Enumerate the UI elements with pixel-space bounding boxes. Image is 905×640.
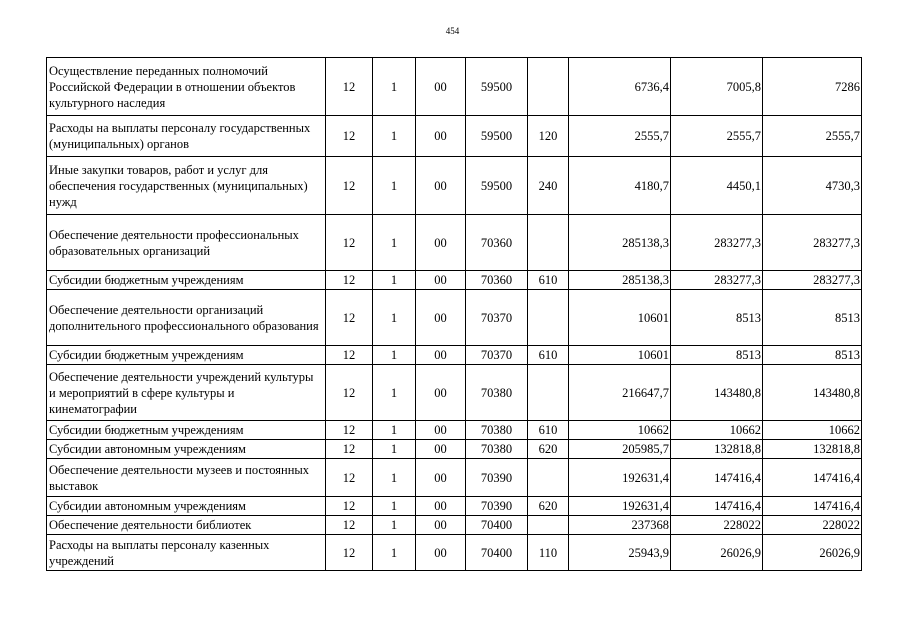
- grbs-cell: 12: [326, 365, 373, 421]
- row-name-cell: Расходы на выплаты персоналу государственных (муниципальных) органов: [47, 116, 326, 157]
- table-row: [47, 497, 862, 516]
- subsection-cell: 00: [416, 440, 466, 459]
- amount-year2-cell: 7005,8: [671, 58, 763, 116]
- section-cell: 1: [373, 516, 416, 535]
- section-cell: 1: [373, 215, 416, 271]
- section-cell: 1: [373, 116, 416, 157]
- table-row: [47, 346, 862, 365]
- amount-year3-cell: 7286: [763, 58, 862, 116]
- subsection-cell: 00: [416, 421, 466, 440]
- row-name-cell: Обеспечение деятельности библиотек: [47, 516, 326, 535]
- amount-year3-cell: 132818,8: [763, 440, 862, 459]
- subsection-cell: 00: [416, 290, 466, 346]
- expense-type-cell: 110: [528, 535, 569, 571]
- subsection-cell: 00: [416, 459, 466, 497]
- expense-type-cell: [528, 215, 569, 271]
- target-article-cell: 70360: [466, 271, 528, 290]
- grbs-cell: 12: [326, 459, 373, 497]
- amount-year1-cell: 2555,7: [569, 116, 671, 157]
- expense-type-cell: 620: [528, 497, 569, 516]
- row-name-cell: Обеспечение деятельности учреждений культуры и мероприятий в сфере культуры и кинематографии: [47, 365, 326, 421]
- amount-year3-cell: 228022: [763, 516, 862, 535]
- amount-year1-cell: 192631,4: [569, 497, 671, 516]
- grbs-cell: 12: [326, 421, 373, 440]
- grbs-cell: 12: [326, 440, 373, 459]
- target-article-cell: 70380: [466, 365, 528, 421]
- amount-year1-cell: 192631,4: [569, 459, 671, 497]
- subsection-cell: 00: [416, 497, 466, 516]
- page-number: 454: [445, 26, 460, 36]
- section-cell: 1: [373, 58, 416, 116]
- target-article-cell: 70400: [466, 535, 528, 571]
- expense-type-cell: 610: [528, 421, 569, 440]
- subsection-cell: 00: [416, 271, 466, 290]
- amount-year3-cell: 143480,8: [763, 365, 862, 421]
- target-article-cell: 70380: [466, 421, 528, 440]
- amount-year1-cell: 237368: [569, 516, 671, 535]
- subsection-cell: 00: [416, 116, 466, 157]
- expense-type-cell: 620: [528, 440, 569, 459]
- amount-year2-cell: 143480,8: [671, 365, 763, 421]
- amount-year1-cell: 6736,4: [569, 58, 671, 116]
- amount-year3-cell: 283277,3: [763, 215, 862, 271]
- amount-year1-cell: 205985,7: [569, 440, 671, 459]
- amount-year2-cell: 132818,8: [671, 440, 763, 459]
- target-article-cell: 59500: [466, 58, 528, 116]
- subsection-cell: 00: [416, 215, 466, 271]
- section-cell: 1: [373, 497, 416, 516]
- row-name-cell: Расходы на выплаты персоналу казенных учреждений: [47, 535, 326, 571]
- amount-year2-cell: 283277,3: [671, 215, 763, 271]
- table-row: [47, 516, 862, 535]
- amount-year1-cell: 285138,3: [569, 271, 671, 290]
- grbs-cell: 12: [326, 215, 373, 271]
- table-row: [47, 440, 862, 459]
- section-cell: 1: [373, 157, 416, 215]
- budget-table-body: [47, 58, 862, 571]
- amount-year2-cell: 283277,3: [671, 271, 763, 290]
- table-row: [47, 459, 862, 497]
- grbs-cell: 12: [326, 346, 373, 365]
- expense-type-cell: [528, 58, 569, 116]
- subsection-cell: 00: [416, 346, 466, 365]
- table-row: [47, 365, 862, 421]
- grbs-cell: 12: [326, 157, 373, 215]
- subsection-cell: 00: [416, 535, 466, 571]
- amount-year3-cell: 147416,4: [763, 459, 862, 497]
- table-row: [47, 535, 862, 571]
- grbs-cell: 12: [326, 58, 373, 116]
- amount-year3-cell: 2555,7: [763, 116, 862, 157]
- grbs-cell: 12: [326, 535, 373, 571]
- row-name-cell: Обеспечение деятельности организаций дополнительного профессионального образования: [47, 290, 326, 346]
- amount-year3-cell: 8513: [763, 346, 862, 365]
- amount-year1-cell: 10601: [569, 346, 671, 365]
- amount-year2-cell: 147416,4: [671, 459, 763, 497]
- target-article-cell: 70370: [466, 346, 528, 365]
- row-name-cell: Субсидии автономным учреждениям: [47, 440, 326, 459]
- table-row: [47, 157, 862, 215]
- table-row: [47, 290, 862, 346]
- target-article-cell: 59500: [466, 116, 528, 157]
- grbs-cell: 12: [326, 516, 373, 535]
- subsection-cell: 00: [416, 157, 466, 215]
- row-name-cell: Осуществление переданных полномочий Российской Федерации в отношении объектов культурного наследия: [47, 58, 326, 116]
- table-row: [47, 421, 862, 440]
- expense-type-cell: [528, 459, 569, 497]
- row-name-cell: Обеспечение деятельности профессиональных образовательных организаций: [47, 215, 326, 271]
- grbs-cell: 12: [326, 271, 373, 290]
- amount-year1-cell: 25943,9: [569, 535, 671, 571]
- grbs-cell: 12: [326, 116, 373, 157]
- table-row: [47, 271, 862, 290]
- target-article-cell: 70390: [466, 497, 528, 516]
- amount-year2-cell: 228022: [671, 516, 763, 535]
- expense-type-cell: 610: [528, 346, 569, 365]
- amount-year1-cell: 216647,7: [569, 365, 671, 421]
- subsection-cell: 00: [416, 365, 466, 421]
- amount-year3-cell: 8513: [763, 290, 862, 346]
- section-cell: 1: [373, 271, 416, 290]
- target-article-cell: 70390: [466, 459, 528, 497]
- section-cell: 1: [373, 535, 416, 571]
- expense-type-cell: [528, 516, 569, 535]
- budget-table: [46, 57, 862, 571]
- amount-year3-cell: 10662: [763, 421, 862, 440]
- target-article-cell: 70360: [466, 215, 528, 271]
- amount-year2-cell: 2555,7: [671, 116, 763, 157]
- table-row: [47, 58, 862, 116]
- amount-year3-cell: 26026,9: [763, 535, 862, 571]
- row-name-cell: Субсидии бюджетным учреждениям: [47, 346, 326, 365]
- row-name-cell: Субсидии бюджетным учреждениям: [47, 421, 326, 440]
- row-name-cell: Субсидии бюджетным учреждениям: [47, 271, 326, 290]
- expense-type-cell: [528, 365, 569, 421]
- subsection-cell: 00: [416, 58, 466, 116]
- table-row: [47, 116, 862, 157]
- section-cell: 1: [373, 440, 416, 459]
- expense-type-cell: 610: [528, 271, 569, 290]
- amount-year1-cell: 4180,7: [569, 157, 671, 215]
- grbs-cell: 12: [326, 497, 373, 516]
- amount-year2-cell: 26026,9: [671, 535, 763, 571]
- amount-year2-cell: 8513: [671, 346, 763, 365]
- target-article-cell: 70380: [466, 440, 528, 459]
- amount-year2-cell: 8513: [671, 290, 763, 346]
- target-article-cell: 59500: [466, 157, 528, 215]
- amount-year3-cell: 283277,3: [763, 271, 862, 290]
- amount-year2-cell: 147416,4: [671, 497, 763, 516]
- amount-year1-cell: 10662: [569, 421, 671, 440]
- amount-year1-cell: 10601: [569, 290, 671, 346]
- target-article-cell: 70400: [466, 516, 528, 535]
- section-cell: 1: [373, 346, 416, 365]
- expense-type-cell: 240: [528, 157, 569, 215]
- amount-year1-cell: 285138,3: [569, 215, 671, 271]
- row-name-cell: Субсидии автономным учреждениям: [47, 497, 326, 516]
- amount-year3-cell: 147416,4: [763, 497, 862, 516]
- grbs-cell: 12: [326, 290, 373, 346]
- expense-type-cell: [528, 290, 569, 346]
- subsection-cell: 00: [416, 516, 466, 535]
- section-cell: 1: [373, 421, 416, 440]
- amount-year2-cell: 10662: [671, 421, 763, 440]
- amount-year2-cell: 4450,1: [671, 157, 763, 215]
- row-name-cell: Иные закупки товаров, работ и услуг для обеспечения государственных (муниципальных) нужд: [47, 157, 326, 215]
- row-name-cell: Обеспечение деятельности музеев и постоянных выставок: [47, 459, 326, 497]
- target-article-cell: 70370: [466, 290, 528, 346]
- amount-year3-cell: 4730,3: [763, 157, 862, 215]
- section-cell: 1: [373, 459, 416, 497]
- table-row: [47, 215, 862, 271]
- section-cell: 1: [373, 290, 416, 346]
- section-cell: 1: [373, 365, 416, 421]
- expense-type-cell: 120: [528, 116, 569, 157]
